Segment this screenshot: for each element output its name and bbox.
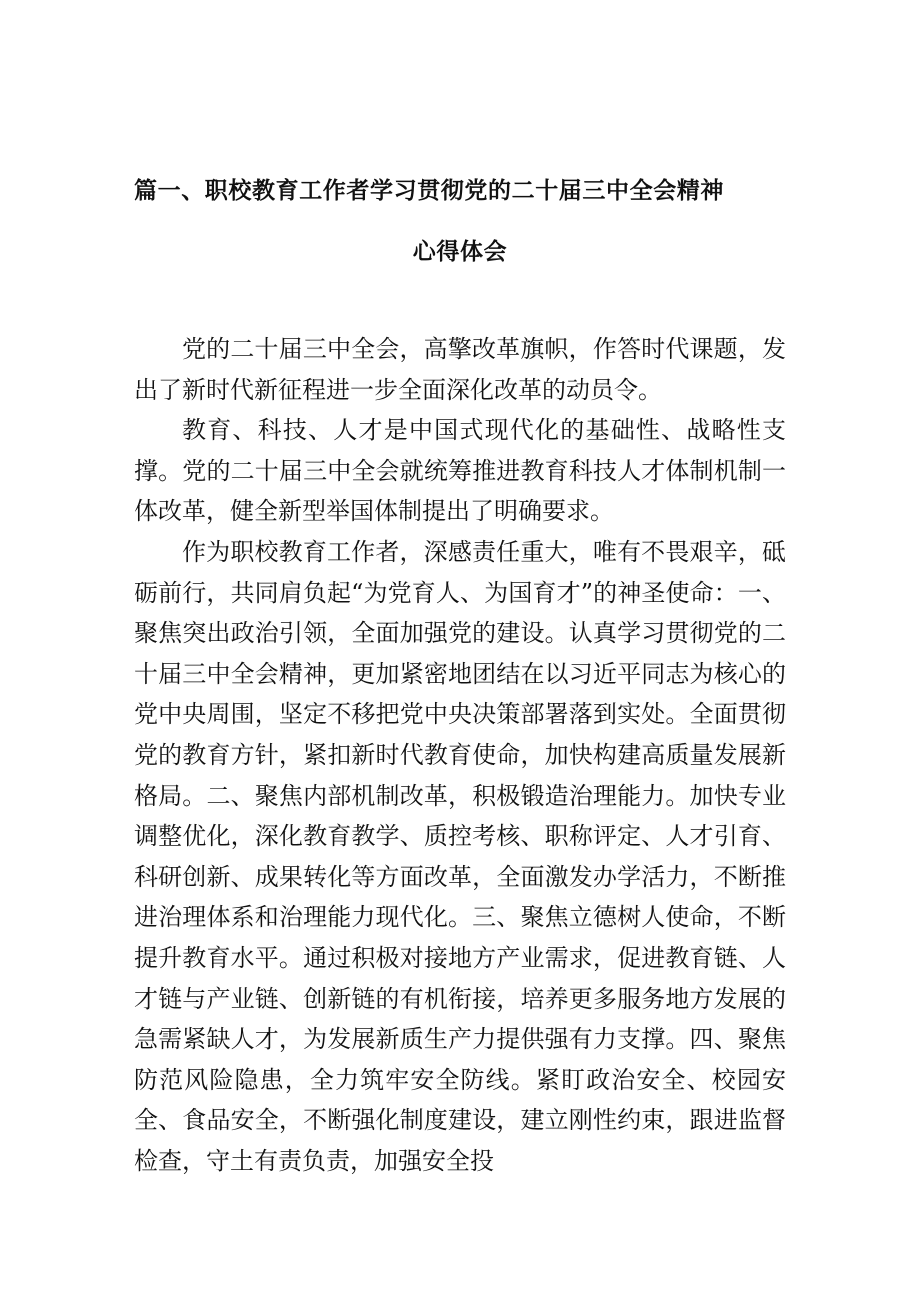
paragraph-3: 作为职校教育工作者，深感责任重大，唯有不畏艰辛，砥砺前行，共同肩负起“为党育人、为国育才”的神圣使命：一、聚焦突出政治引领，全面加强党的建设。认真学习贯彻党的二十届三中全会精神，更加紧密地团结在以习近平同志为核心的党中央周围，坚定不移把党中央决策部署落到实处。全面贯彻党的教育方针，紧扣新时代教育使命，加快构建高质量发展新格局。二、聚焦内部机制改革，积极锻造治理能力。加快专业调整优化，深化教育教学、质控考核、职称评定、人才引育、科研创新、成果转化等方面改革，全面激发办学活力，不断推进治理体系和治理能力现代化。三、聚焦立德树人使命，不断提升教育水平。通过积极对接地方产业需求，促进教育链、人才链与产业链、创新链的有机衔接，培养更多服务地方发展的急需紧缺人才，为发展新质生产力提供强有力支撑。四、聚焦防范风险隐患，全力筑牢安全防线。紧盯政治安全、校园安全、食品安全，不断强化制度建设，建立刚性约束，跟进监督检查，守土有责负责，加强安全投	[134, 537, 786, 1175]
paragraph-2: 教育、科技、人才是中国式现代化的基础性、战略性支撑。党的二十届三中全会就统筹推进教育科技人才体制机制一体改革，健全新型举国体制提出了明确要求。	[134, 416, 786, 526]
document-body	[134, 329, 786, 1181]
document-title-line-2: 心得体会	[412, 239, 508, 265]
paragraph-1: 党的二十届三中全会，高擎改革旗帜，作答时代课题，发出了新时代新征程进一步全面深化改革的动员令。	[134, 335, 786, 404]
document-title-line-1: 篇一、职校教育工作者学习贯彻党的二十届三中全会精神	[134, 178, 724, 204]
